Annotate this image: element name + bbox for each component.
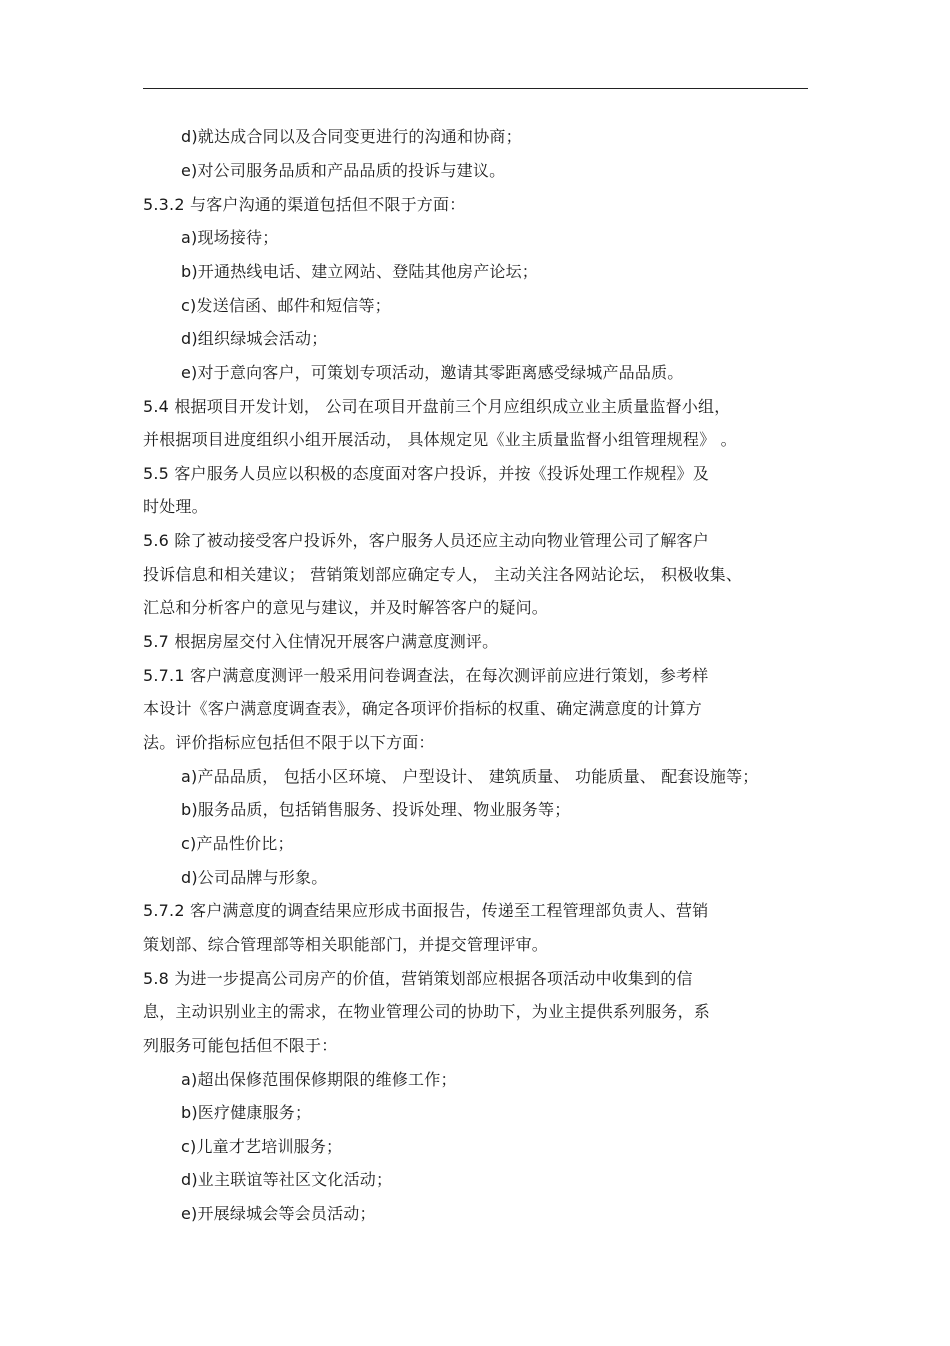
list-item: d)公司品牌与形象。 [181,868,328,887]
list-item: c)产品性价比； [181,834,294,853]
paragraph-line: 息，主动识别业主的需求，在物业管理公司的协助下，为业主提供系列服务，系 [143,1002,711,1021]
section-heading: 5.7 根据房屋交付入住情况开展客户满意度测评。 [143,632,499,651]
list-item: a)产品品质， 包括小区环境、 户型设计、 建筑质量、 功能质量、 配套设施等； [181,767,759,786]
list-item: e)开展绿城会等会员活动； [181,1204,376,1223]
header-rule [143,88,808,89]
paragraph-line: 汇总和分析客户的意见与建议，并及时解答客户的疑问。 [143,598,549,617]
paragraph-line: 策划部、综合管理部等相关职能部门，并提交管理评审。 [143,935,549,954]
paragraph-line: 5.7.1 客户满意度测评一般采用问卷调查法，在每次测评前应进行策划，参考样 [143,666,709,685]
paragraph-line: 5.4 根据项目开发计划， 公司在项目开盘前三个月应组织成立业主质量监督小组， [143,397,731,416]
paragraph-line: 5.6 除了被动接受客户投诉外，客户服务人员还应主动向物业管理公司了解客户 [143,531,709,550]
paragraph-line: 列服务可能包括但不限于： [143,1036,338,1055]
list-item: d)业主联谊等社区文化活动； [181,1170,393,1189]
paragraph-line: 投诉信息和相关建议； 营销策划部应确定专人， 主动关注各网站论坛， 积极收集、 [143,565,743,584]
paragraph-line: 本设计《客户满意度调查表》，确定各项评价指标的权重、确定满意度的计算方 [143,699,703,718]
list-item: a)超出保修范围保修期限的维修工作； [181,1070,457,1089]
list-item: b)服务品质，包括销售服务、投诉处理、物业服务等； [181,800,571,819]
list-item: d)组织绿城会活动； [181,329,328,348]
list-item: a)现场接待； [181,228,279,247]
section-heading: 5.3.2 与客户沟通的渠道包括但不限于方面： [143,195,466,214]
list-item: d)就达成合同以及合同变更进行的沟通和协商； [181,127,522,146]
paragraph-line: 并根据项目进度组织小组开展活动， 具体规定见《业主质量监督小组管理规程》 。 [143,430,737,449]
list-item: c)发送信函、邮件和短信等； [181,296,391,315]
list-item: e)对于意向客户，可策划专项活动，邀请其零距离感受绿城产品品质。 [181,363,684,382]
list-item: e)对公司服务品质和产品品质的投诉与建议。 [181,161,506,180]
list-item: b)医疗健康服务； [181,1103,312,1122]
paragraph-line: 时处理。 [143,497,208,516]
paragraph-line: 法。评价指标应包括但不限于以下方面： [143,733,435,752]
list-item: b)开通热线电话、建立网站、登陆其他房产论坛； [181,262,538,281]
paragraph-line: 5.8 为进一步提高公司房产的价值，营销策划部应根据各项活动中收集到的信 [143,969,693,988]
list-item: c)儿童才艺培训服务； [181,1137,343,1156]
paragraph-line: 5.7.2 客户满意度的调查结果应形成书面报告，传递至工程管理部负责人、营销 [143,901,709,920]
paragraph-line: 5.5 客户服务人员应以积极的态度面对客户投诉，并按《投诉处理工作规程》及 [143,464,709,483]
